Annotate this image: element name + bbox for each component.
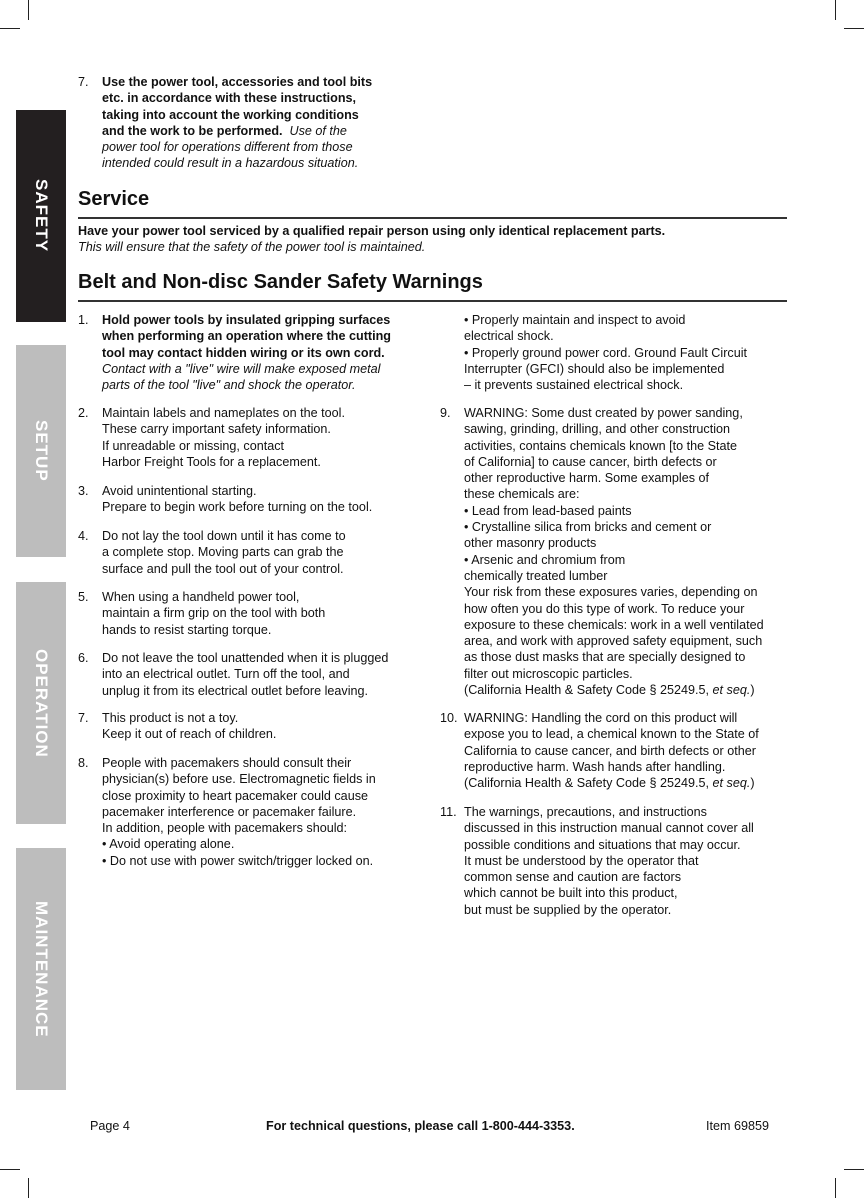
item-line: These carry important safety information. xyxy=(102,422,331,437)
item-line: Do not lay the tool down until it has come to xyxy=(102,529,346,543)
item-line: It must be understood by the operator that xyxy=(464,853,699,868)
item-number: 5. xyxy=(78,590,89,604)
item-line: taking into account the working conditions xyxy=(102,107,359,122)
item-line: power tool for operations different from those xyxy=(102,140,353,155)
service-heading: Service xyxy=(78,188,150,210)
item-line: area, and work with approved safety equipment, such xyxy=(464,634,763,649)
item-line: California to cause cancer, and birth defects or other xyxy=(464,743,756,758)
item-line: • Properly ground power cord. Ground Fault Circuit xyxy=(464,345,747,360)
item-number: 10. xyxy=(440,711,458,725)
item-line: Interrupter (GFCI) should also be implemented xyxy=(464,361,725,376)
crop-mark xyxy=(28,1178,29,1198)
item-line: physician(s) before use. Electromagnetic fields in xyxy=(102,772,376,787)
page-number: Page 4 xyxy=(90,1119,130,1133)
item-line: Maintain labels and nameplates on the tool. xyxy=(102,406,345,420)
item-code-line xyxy=(464,775,759,791)
item-line: maintain a firm grip on the tool with both xyxy=(102,606,326,621)
code-italic: et seq. xyxy=(712,776,751,791)
section-divider xyxy=(78,300,787,302)
item-line: surface and pull the tool out of your control. xyxy=(102,561,344,576)
item-line: Your risk from these exposures varies, depending on xyxy=(464,585,758,600)
item-line: intended could result in a hazardous situation. xyxy=(102,156,359,171)
item-line: Use the power tool, accessories and tool bits xyxy=(102,75,373,89)
tab-maintenance[interactable] xyxy=(16,848,66,1090)
item-line: Avoid unintentional starting. xyxy=(102,484,257,498)
item-line: Contact with a "live" wire will make exposed metal xyxy=(102,361,381,376)
code-end: ) xyxy=(750,776,755,791)
item-line: Do not leave the tool unattended when it is plugged xyxy=(102,651,389,665)
item-line: electrical shock. xyxy=(464,329,554,344)
item-line: • Lead from lead-based paints xyxy=(464,503,632,518)
crop-mark xyxy=(844,28,864,29)
item-line: hands to resist starting torque. xyxy=(102,622,272,637)
tab-safety-label: SAFETY xyxy=(32,179,51,253)
item-line: but must be supplied by the operator. xyxy=(464,902,672,917)
item-line: possible conditions and situations that may occur. xyxy=(464,837,741,852)
item-line: filter out microscopic particles. xyxy=(464,666,633,681)
crop-mark xyxy=(28,0,29,20)
item-number: 7. xyxy=(78,711,89,725)
belt-heading: Belt and Non-disc Sander Safety Warnings xyxy=(78,271,483,293)
item-line: If unreadable or missing, contact xyxy=(102,438,285,453)
crop-mark xyxy=(835,1178,836,1198)
item-line: Prepare to begin work before turning on the tool. xyxy=(102,500,373,515)
section-divider xyxy=(78,217,787,219)
code-text: (California Health & Safety Code § 25249.5, xyxy=(464,776,710,791)
item-line: People with pacemakers should consult their xyxy=(102,756,352,770)
item-line: other reproductive harm. Some examples of xyxy=(464,471,709,486)
item-line: reproductive harm. Wash hands after handling. xyxy=(464,759,726,774)
item-number-footer: Item 69859 xyxy=(706,1119,770,1133)
item-line: into an electrical outlet. Turn off the tool, and xyxy=(102,667,350,682)
item-line: other masonry products xyxy=(464,536,597,551)
item-number: 3. xyxy=(78,484,89,498)
crop-mark xyxy=(844,1169,864,1170)
item-line: discussed in this instruction manual cannot cover all xyxy=(464,821,754,836)
tab-setup[interactable] xyxy=(16,345,66,557)
item-bold-text: and the work to be performed. xyxy=(102,123,283,138)
code-italic: et seq. xyxy=(712,683,751,698)
item-line: sawing, grinding, drilling, and other construction xyxy=(464,422,731,437)
item-line: unplug it from its electrical outlet before leaving. xyxy=(102,683,369,698)
item-code-line xyxy=(464,682,764,698)
item-line: of California] to cause cancer, birth defects or xyxy=(464,454,717,469)
item-line: when performing an operation where the cutting xyxy=(102,329,391,344)
item-number: 8. xyxy=(78,756,89,770)
code-text: (California Health & Safety Code § 25249.5, xyxy=(464,683,710,698)
item-line: these chemicals are: xyxy=(464,487,580,502)
item-line: Harbor Freight Tools for a replacement. xyxy=(102,454,321,469)
item-line: WARNING: Handling the cord on this product will xyxy=(464,711,738,725)
item-number: 6. xyxy=(78,651,89,665)
item-line-mixed xyxy=(102,123,372,139)
item-line: • Do not use with power switch/trigger locked on. xyxy=(102,853,374,868)
service-italic-text: This will ensure that the safety of the power tool is maintained. xyxy=(78,240,426,255)
item-line: • Properly maintain and inspect to avoid xyxy=(464,313,686,327)
item-number: 2. xyxy=(78,406,89,420)
item-number: 7. xyxy=(78,75,89,89)
tab-operation-label: OPERATION xyxy=(32,648,51,758)
crop-mark xyxy=(0,28,20,29)
service-bold-text: Have your power tool serviced by a qualified repair person using only identical replacement parts. xyxy=(78,224,666,238)
item-italic-text: Use of the xyxy=(289,123,347,138)
item-line: as those dust masks that are specially designed to xyxy=(464,650,746,665)
item-line: When using a handheld power tool, xyxy=(102,590,300,604)
item-line: activities, contains chemicals known [to the State xyxy=(464,438,737,453)
item-8-continuation xyxy=(464,312,747,393)
item-number: 11. xyxy=(440,805,457,819)
item-line: which cannot be built into this product, xyxy=(464,886,678,901)
tab-safety[interactable] xyxy=(16,110,66,322)
item-line: Keep it out of reach of children. xyxy=(102,727,277,742)
item-line: • Arsenic and chromium from xyxy=(464,552,626,567)
tab-maintenance-label: MAINTENANCE xyxy=(32,900,51,1038)
item-line: common sense and caution are factors xyxy=(464,870,682,885)
item-line: tool may contact hidden wiring or its own cord. xyxy=(102,345,385,360)
tab-operation[interactable] xyxy=(16,582,66,824)
item-line: – it prevents sustained electrical shock. xyxy=(464,378,684,393)
item-line: a complete stop. Moving parts can grab the xyxy=(102,545,344,560)
item-line: parts of the tool "live" and shock the operator. xyxy=(102,378,356,393)
item-line: chemically treated lumber xyxy=(464,568,608,583)
item-number: 1. xyxy=(78,313,89,327)
item-line: • Crystalline silica from bricks and cement or xyxy=(464,520,712,535)
item-line: Hold power tools by insulated gripping surfaces xyxy=(102,313,391,327)
item-line: expose you to lead, a chemical known to the State of xyxy=(464,727,759,742)
code-end: ) xyxy=(750,683,755,698)
crop-mark xyxy=(835,0,836,20)
item-line: pacemaker interference or pacemaker failure. xyxy=(102,804,357,819)
item-line: • Avoid operating alone. xyxy=(102,837,235,852)
item-number: 4. xyxy=(78,529,89,543)
support-phone: For technical questions, please call 1-800-444-3353. xyxy=(266,1119,575,1133)
item-number: 9. xyxy=(440,406,451,420)
item-line: how often you do this type of work. To reduce your xyxy=(464,601,745,616)
item-line: etc. in accordance with these instructions, xyxy=(102,91,357,106)
item-line: In addition, people with pacemakers should: xyxy=(102,821,348,836)
item-line: close proximity to heart pacemaker could cause xyxy=(102,788,368,803)
item-line: This product is not a toy. xyxy=(102,711,239,725)
item-line: exposure to these chemicals: work in a well ventilated xyxy=(464,617,764,632)
crop-mark xyxy=(0,1169,20,1170)
item-line: The warnings, precautions, and instructions xyxy=(464,805,707,819)
item-line: WARNING: Some dust created by power sanding, xyxy=(464,406,743,420)
service-text xyxy=(78,223,665,256)
tab-setup-label: SETUP xyxy=(32,420,51,482)
